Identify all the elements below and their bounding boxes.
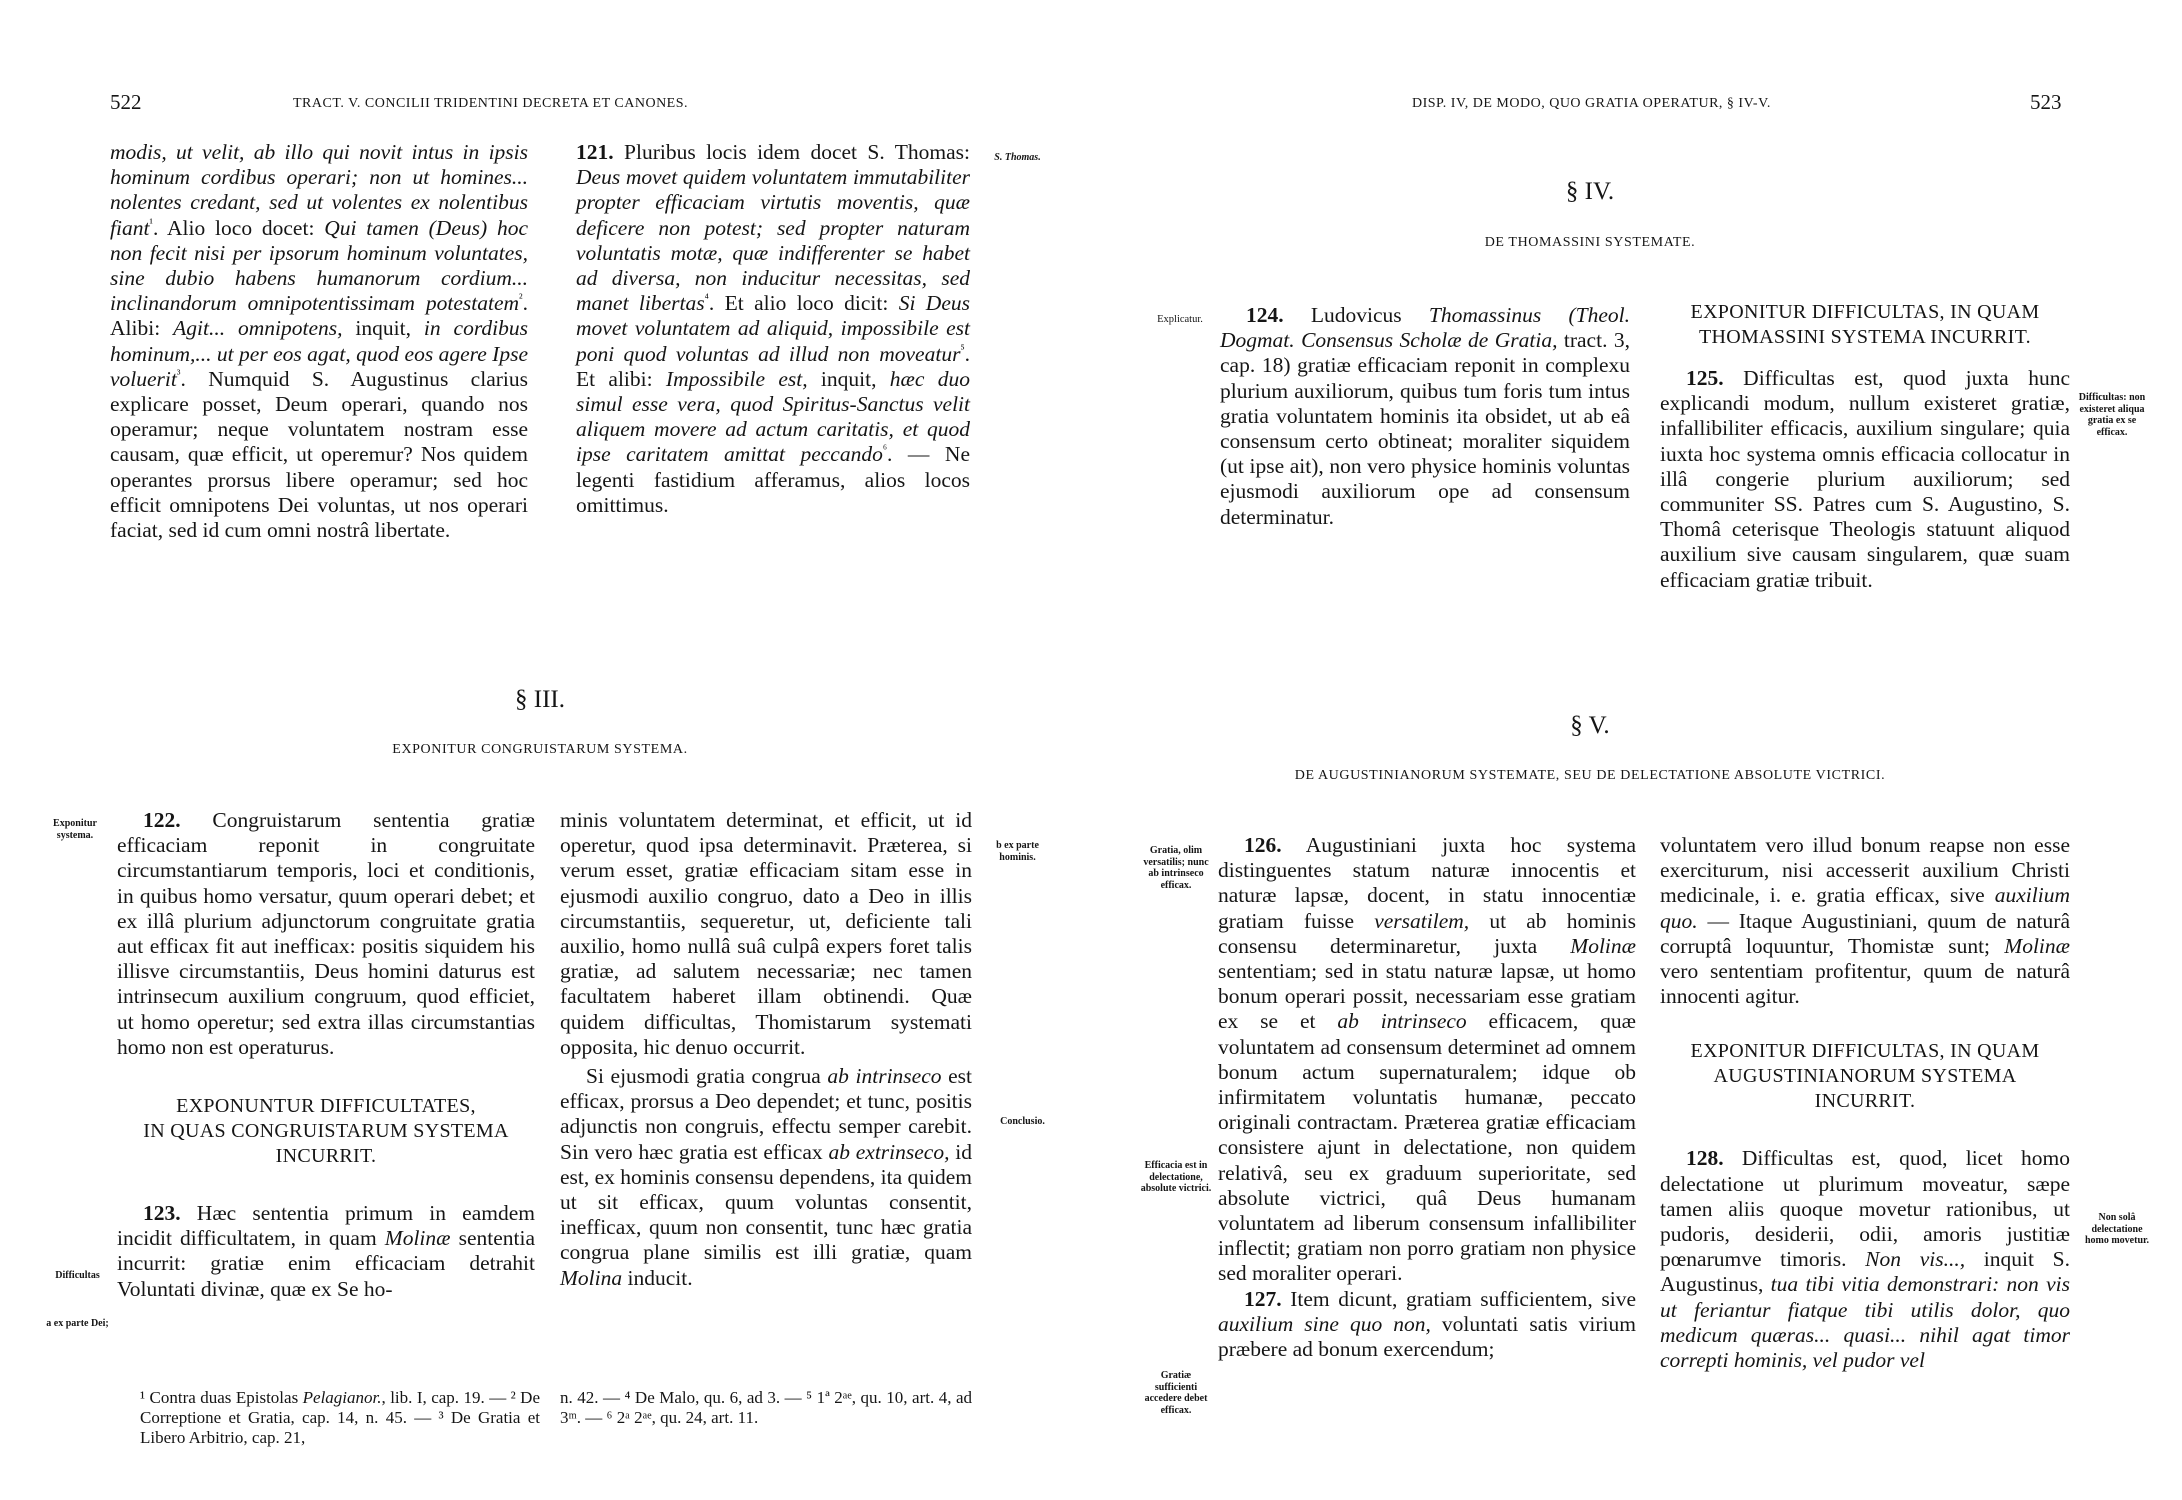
footnotes-left-col1: ¹ Contra duas Epistolas Pelagianor., lib. I, cap. 19. — ² De Correptione et Gratia, cap. 14, n. 45. — ³ De Gratia et Libero Arbitrio, cap. 21,: [140, 1388, 541, 1447]
paragraph-121: 121. Pluribus locis idem docet S. Thomas: Deus movet quidem voluntatem immutabiliter propter efficaciam virtutis moventis, quæ deficere non potest; sed propter naturam voluntatis motæ, quæ indifferenter se habet ad diversa, non inducitur necessitas, sed manet libertas$^{^4}$. Et alio loco dicit: Si Deus movet voluntatem ad aliquid, impossibile est poni quod voluntas ad illud non moveatur$^{^5}$. Et alibi: Impossibile est, inquit, hæc duo simul esse vera, quod Spiritus-Sanctus velit aliquem movere ad actum caritatis, et quod ipse caritatem amittat peccando$^{^6}$. — Ne legenti fastidium afferamus, alios locos omittimus.: [576, 140, 970, 517]
paragraph-124: 124. Ludovicus Thomassinus (Theol. Dogmat. Consensus Scholæ de Gratia, tract. 3, cap. 18) gratiæ efficaciam reponit in complexu plurium auxiliorum, quibus tum foris tum intus gratia voluntatem hominis ita obsidet, ut ab eâ consensum certo obtineat; moraliter siquidem (ut ipse ait), non vero physice hominis voluntas ejusmodi auxiliorum ope ad consensum determinatur.: [1220, 303, 1630, 529]
section-V-title: DE AUGUSTINIANORUM SYSTEMATE, SEU DE DELECTATIONE ABSOLUTE VICTRICI.: [1294, 768, 1886, 783]
running-head-right: DISP. IV, DE MODO, QUO GRATIA OPERATUR, § IV-V.: [1412, 96, 1771, 111]
margin-note-difficultas: Difficultas: [55, 1270, 100, 1281]
running-head-left: TRACT. V. CONCILII TRIDENTINI DECRETA ET CANONES.: [293, 96, 689, 111]
margin-note-efficacia-delectatione: Efficacia est in delectatione, absolute victrici.: [1140, 1160, 1212, 1194]
left-bottom-col1: [117, 808, 535, 1302]
paragraph-127-continued: voluntatem vero illud bonum reapse non esse exerciturum, nisi accesserit auxilium Christi medicinale, i. e. gratia efficax, sive auxilium quo. — Itaque Augustiniani, quum de naturâ corruptâ loquuntur, Thomistæ sunt; Molinæ vero sententiam profitentur, quum de naturâ innocenti agitur.: [1660, 833, 2070, 1009]
heading-thomassini-difficultas: EXPONITUR DIFFICULTAS, IN QUAM THOMASSINI SYSTEMA INCURRIT.: [1690, 301, 2040, 348]
section-IV-number: § IV.: [1565, 178, 1615, 205]
section-V-number: § V.: [1570, 712, 1610, 739]
left-bottom-col2: [560, 808, 972, 1291]
margin-note-non-sola-delectatione: Non solâ delectatione homo movetur.: [2084, 1212, 2150, 1246]
right-bottom-col2: [1660, 833, 2070, 1373]
margin-note-exponitur: Exponitur systema.: [53, 818, 97, 841]
paragraph-128: 128. Difficultas est, quod, licet homo delectatione ut plurimum moveatur, sæpe tamen aliis quoque movetur rationibus, ut pudoris, desiderii, odii, amoris justitiæ pœnarumve timoris. Non vis..., inquit S. Augustinus, tua tibi vitia demonstrari: non vis ut feriantur fiatque tibi utilis dolor, quo medicum quæras... quasi... nihil agat timor correpti hominis, vel pudor vel: [1660, 1146, 2070, 1373]
margin-note-ex-parte-hominis: b ex parte hominis.: [996, 840, 1039, 863]
margin-note-conclusio: Conclusio.: [1000, 1116, 1045, 1127]
right-top-col1: [1220, 303, 1630, 530]
margin-note-a-parte-dei: a ex parte Dei;: [46, 1318, 109, 1329]
heading-augustinianorum-difficultas: EXPONITUR DIFFICULTAS, IN QUAM AUGUSTINIANORUM SYSTEMA INCURRIT.: [1690, 1040, 2040, 1113]
paragraph-127: 127. Item dicunt, gratiam sufficientem, sive auxilium sine quo non, voluntati satis virium præbere ad bonum exercendum;: [1218, 1286, 1636, 1362]
paragraph-126: 126. Augustiniani juxta hoc systema distinguentes statum naturæ innocentis et naturæ lapsæ, docent, in statu innocentiæ gratiam fuisse versatilem, ut ab hominis consensu determinaretur, juxta Molinæ sententiam; sed in statu naturæ lapsæ, ut homo bonum operari possit, necessariam esse gratiam ex se et ab intrinseco efficacem, quæ voluntatem ad consensum determinet ad omnem bonum actum supernaturalem; idque ob infirmitatem voluntatis humanæ, peccato originali contractam. Præterea gratiæ efficaciam consistere ajunt in delectatione, non quidem relativâ, seu ex graduum superioritate, sed absolute victrici, quâ Deus humanam voluntatem ad liberum consensum infallibiliter inflectit; gratiam non porro gratiam non physice sed moraliter operari.: [1218, 833, 1636, 1286]
paragraph-123-continued: minis voluntatem determinat, et efficit, ut id operetur, quod ipsa determinavit. Præterea, si verum esset, gratiæ efficaciam sitam esse in ejusmodi auxilio congruo, dato a Deo in illis circumstantiis, sequeretur, ut, deficiente tali auxilio, homo nullâ suâ culpâ expers foret talis gratiæ, ad salutem necessariæ; nec tamen facultatem haberet illam obtinendi. Quæ quidem difficultas, Thomistarum systemati opposita, hic denuo occurrit.: [560, 808, 972, 1059]
section-III-title: EXPONITUR CONGRUISTARUM SYSTEMA.: [392, 742, 688, 757]
page-number-right: 523: [2030, 90, 2062, 114]
margin-note-explicatur: Explicatur.: [1157, 314, 1203, 325]
paragraph-122: 122. Congruistarum sententia gratiæ efficaciam reponit in congruitate circumstantiarum temporis, loci et conditionis, in quibus homo versatur, quum operari debet; et ex illâ plurium adjunctorum congruitate gratia aut efficax fit aut inefficax: positis siquidem his illisve circumstantiis, Deus homini daturus est intrinsecum auxilium congruum, quod efficiet, ut homo operetur; sed extra illas circumstantias homo non est operaturus.: [117, 808, 535, 1059]
paragraph-123: 123. Hæc sententia primum in eamdem incidit difficultatem, in quam Molinæ sententia incurrit: gratiæ enim efficaciam detrahit Voluntati divinæ, quæ ex Se ho-: [117, 1201, 535, 1301]
heading-exponuntur-difficultates: EXPONUNTUR DIFFICULTATES, IN QUAS CONGRUISTARUM SYSTEMA INCURRIT.: [143, 1095, 509, 1168]
page-number-left: 522: [110, 90, 142, 114]
section-IV-title: DE THOMASSINI SYSTEMATE.: [1484, 235, 1696, 250]
margin-note-thomas: S. Thomas.: [994, 152, 1041, 163]
paragraph-125: 125. Difficultas est, quod juxta hunc explicandi modum, nullum existeret gratiæ, infallibiliter efficacis, auxilium singulare; quia iuxta hoc systema omnis efficacia collocatur in illâ congerie plurium auxiliorum; sed communiter SS. Patres cum S. Augustino, S. Thomâ ceterisque Theologis statuunt aliquod auxilium sive causam singularem, quæ suam efficaciam gratiæ tribuit.: [1660, 366, 2070, 592]
right-bottom-col1: [1218, 833, 1636, 1362]
left-top-col1: [110, 140, 528, 543]
right-top-col2: [1660, 300, 2070, 593]
margin-note-gratia-olim: Gratia, olim versatilis; nunc ab intrinseco efficax.: [1143, 845, 1209, 891]
margin-note-gratiae-sufficienti: Gratiæ sufficienti accedere debet efficax.: [1144, 1370, 1208, 1416]
footnotes-left-col2: n. 42. — ⁴ De Malo, qu. 6, ad 3. — ⁵ 1ª 2ᵃᵉ, qu. 10, art. 4, ad 3ᵐ. — ⁶ 2ᵃ 2ᵃᵉ, qu. 24, art. 11.: [560, 1388, 972, 1427]
left-top-col2: [576, 140, 970, 518]
margin-note-non-existeret: Difficultas: non existeret aliqua gratia ex se efficax.: [2078, 392, 2146, 438]
section-III-number: § III.: [515, 686, 565, 713]
paragraph-conclusio: Si ejusmodi gratia congrua ab intrinseco est efficax, prorsus a Deo dependet; et tunc, positis adjunctis non congruis, effectu semper carebit. Sin vero hæc gratia est efficax ab extrinseco, id est, ex hominis consensu dependens, ita quidem ut sit efficax, quum voluntas consentit, inefficax, quum non consentit, tunc hæc gratia congrua plane similis est illi gratiæ, quam Molina inducit.: [560, 1064, 973, 1290]
paragraph-120-continued: modis, ut velit, ab illo qui novit intus in ipsis hominum cordibus operari; non ut homines... nolentes credant, sed ut volentes ex nolentibus fiant$^{^1}$. Alio loco docet: Qui tamen (Deus) hoc non fecit nisi per ipsorum hominum voluntates, sine dubio habens humanorum cordium... inclinandorum omnipotentissimam potestatem$^{^2}$. Alibi: Agit... omnipotens, inquit, in cordibus hominum,... ut per eos agat, quod eos agere Ipse voluerit$^{^3}$. Numquid S. Augustinus clarius explicare posset, Deum operari, quando nos operamur; neque voluntatem nostram esse causam, quæ efficit, ut operemur? Nos quidem operantes prorsus libere operamur; sed hoc efficit omnipotens Dei voluntas, ut nos operari faciat, sed id cum omni nostrâ libertate.: [110, 140, 529, 543]
